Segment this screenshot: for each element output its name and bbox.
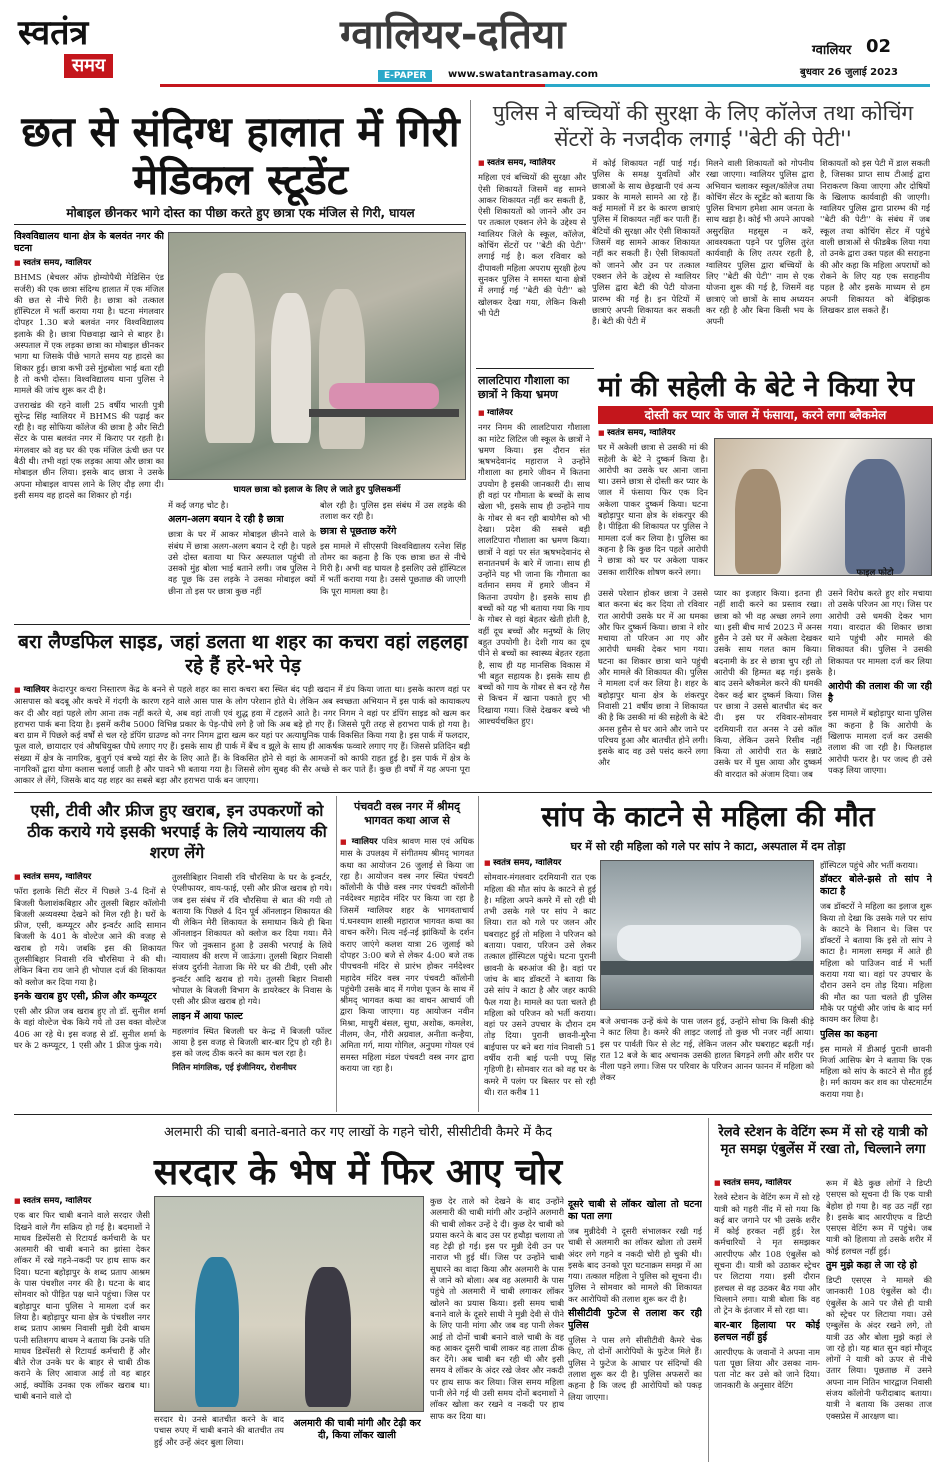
masthead bbox=[0, 0, 945, 90]
lead-photo-caption: घायल छात्रा को इलाज के लिए ले जाते हुए पुलिसकर्मी bbox=[233, 485, 401, 495]
beti-col-4: शिकायतों को इस पेटी में डाल सकती है, जिसका प्राप्त साथ टीआई द्वारा निराकरण किया जाएगा और दोषियों के खिलाफ कार्यवाही की जाएगी। ग्वालियर पुलिस द्वारा प्रारम्भ की गई ''बेटी की पेटी'' के संबंध में जब स्कूल तथा कोचिंग सेंटर में पहुंचे वाली छात्राओं से फीडबैक लिया गया तो उनके द्वारा उक्त पहल की सराहना की और कहा कि महिला अपराधों को रोकने के लिए यह एक सराहनीय पहल है और इसके माध्यम से हम अपनी शिकायत को बेझिझक लिखकर डाल सकते हैं। bbox=[820, 158, 930, 315]
beti-col-3: मिलने वाली शिकायतों को गोपनीय रखा जाएगा। ग्वालियर पुलिस द्वारा अभियान चलाकर स्कूल/कॉलेज तथा कोचिंग सेंटर के स्टूडेंट को बताया कि पुलिस विभाग हमेशा आम जनता के साथ खड़ा है। कोई भी अपने आपको असुरक्षित महसूस न करें, आवश्यकता पड़ने पर पुलिस तुरंत कार्यवाही के लिए तत्पर रहती है, ग्वालियर पुलिस द्वारा बच्चियों के लिए ''बेटी की पेटी'' नाम से एक योजना शुरू की गई है, जिसमें वह छात्राएं जो छात्रों के साथ अध्ययन कर रही है और बिना किसी भय के अपनी bbox=[706, 158, 814, 327]
rape-subhead: दोस्ती कर प्यार के जाल में फंसाया, करने लगा ब्लैकमेल bbox=[598, 406, 933, 424]
lead-mid-column: में कई जगह चोट है। अलग-अलग बयान दे रही है छात्रा छात्रा के घर में आकर मोबाइल छीनने वाले के संबंध में छात्रा अलग-अलग बयान दे रही है। पहले उसे दोस्त बताया था फिर अस्पताल पहुंची तो उसको मुंह बोला भाई बताने लगी। जब पुलिस ने वह पूछ कि उस लड़के ने उसका मोबाइल क्यों छीना तो इस पर छात्रा कुछ नहीं bbox=[168, 500, 316, 596]
theft-photo-caption: अलमारी की चाबी मांगी और टेढ़ी कर दी, किया लॉकर खाली bbox=[293, 1418, 421, 1441]
theft-col-3: कुछ देर ताले को देखने के बाद उन्होंने अलमारी की चाबी मांगी और उन्होंने अलमारी की चाबी लोकर उन्हें दे दी। कुछ देर चाबी को प्रयास करने के बाद उस पर हथौड़ा चलाया तो वह टेढ़ी हो गई। इस पर मुन्नी देवी उन पर नाराज भी हुई थीं। जिस पर उन्होंने चाबी सुधारने का वादा किया और अलमारी के पास से जाने को बोला। अब वह अलमारी के पास पहुंचे तो अलमारी में चाबी लगाकर लॉकर खोलने का प्रयास किया। इसी समय चाबी बनाने वाले के दूसरे साथी ने मुन्नी देवी से पीने के लिए पानी मांगा और जब वह पानी लेकर आई तो दोनों चाबी बनाने वाले चाबी के वह कह आकर दूसरी चाबी लाकर वह ताला ठीक कर देंगे। अब चाबी बन रही थी और इसी समय वे लॉकर के अंदर रखे जेवर और नकदी पर हाथ साफ कर लिया। जिस समय महिला पानी लेने गई थी उसी समय दोनों बदमाशों ने लॉकर खोला कर रखने व नकदी पर हाथ साफ कर दिया था। bbox=[430, 1196, 564, 1421]
lead-body-para-1: BHMS (बेचलर ऑफ होम्योपैथी मेडिसिन एंड सर्जरी) की एक छात्रा संदिग्ध हालात में एक मंजिल की छत से नीचे गिरी है। छात्रा को तत्काल हॉस्पिटल में भर्ती कराया गया है। घटना मंगलवार दोपहर 1.30 बजे बलवंत नगर विश्वविद्यालय इलाके की है। छात्रा पिछवाड़ा खाने से बाहर है। अस्पताल में एक लड़का छात्रा का मोबाइल छीनकर भागा था जिसके पीछे भागते समय यह हादसे का शिकार हुई। छात्रा कभी उसे मुंहबोला भाई बता रही है तो कभी दोस्त। विश्वविद्यालय थाना पुलिस ने मामले की जांच शुरू कर दी है। bbox=[14, 272, 164, 396]
snake-headline: सांप के काटने से महिला की मौत bbox=[541, 800, 875, 833]
lead-sub2: छात्रा से पूछताछ करेंगे bbox=[320, 525, 397, 537]
theft-kicker: अलमारी की चाबी बनाते-बनाते कर गए लाखों के गहने चोरी, सीसीटीवी कैमरे में कैद bbox=[164, 1125, 552, 1140]
katha-headline: पंचवटी वस्त्र नगर में श्रीमद् भागवत कथा आज से bbox=[354, 800, 460, 827]
katha-body: ■ ग्वालियर पवित्र श्रावण मास एवं अधिक मास के उपलक्ष्य में संगीतमय श्रीमद् भागवत कथा का आयोजन 26 जुलाई से किया जा रहा है। आयोजन वस्त्र नगर स्थित पंचवटी कॉलोनी के पीछे वस्त्र नगर पंचवटी कॉलोनी नर्वदेश्वर महादेव मंदिर पर किया जा रहा है जिसमें ग्वालियर शहर के भागवताचार्य पं.घनश्याम शास्त्री महाराज भागवत कथा का वाचन करेंगे। नित्य नई-नई झांकियों के दर्शन कराए जाएंगे कलश यात्रा 26 जुलाई को दोपहर 3:00 बजे से लेकर 4:00 बजे तक पीपचवनी मंदिर से प्रारंभ होकर नर्मदेश्वर महादेव मंदिर वस्त्र नगर पंचवटी कॉलोनी पहुंचेगी उसके बाद में गणेश पूजन के साथ में श्रीमद् भागवत कथा का वाचन आचार्य जी द्वारा किया जाएगा। यह आयोजन नवीन मिश्रा, माधुरी बंसल, सुधा, अशोक, कमलेश, नीलम, जैन, गौरी अग्रवाल, अनीता कन्हैया, अमिता गर्ग, माया गोगिल, अनुपमा गोयल एवं समस्त महिला मंडल पंचवटी वस्त्र नगर द्वारा कराया जा रहा है। bbox=[340, 836, 474, 1108]
beti-col-1: ■ स्वतंत्र समय, ग्वालियर महिला एवं बच्चियों की सुरक्षा और ऐसी शिकायतें जिसमें वह सामने आकर शिकायत नहीं कर सकती हैं, ऐसी शिकायतों को जानने और उन पर तत्काल एक्शन लेने के उद्देश्य से ग्वालियर जिले के स्कूल, कॉलेज, कोचिंग सेंटरों पर ''बेटी की पेटी'' लगाई गई है। कल रविवार को दीपावली महिला अपराध सुरक्षी हेल्प सुनकर पुलिस ने समस्त थाना क्षेत्रों में लगाई गई ''बेटी की पेटी'' को खोलकर देखा गया, लेकिन किसी भी पेटी bbox=[478, 158, 586, 366]
lead-right-column: बोल रही है। पुलिस इस संबंध में उस लड़के की तलाश कर रही है। छात्रा से पूछताछ करेंगे इस मामले में सीएसपी विश्वविद्यालय रत्नेश सिंह तोमर का कहना है कि एक छात्रा छत से नीचे गिरी है। अभी वह घायल है इसलिए उसे हॉस्पिटल में भर्ती कराया गया है। उससे पूछताछ की जाएगी कि पूरा मामला क्या है। bbox=[320, 500, 466, 596]
lead-photo bbox=[168, 232, 466, 480]
rape-col-4: उसने विरोध करते हुए शोर मचाया तो उसके परिजन आ गए। जिस पर आरोपी उसे धमकी देकर भाग गया। वारदात की शिकार छात्रा थाने पहुंची और मामले की शिकायत की। पुलिस ने उसकी शिकायत पर मामला दर्ज कर लिया है। आरोपी की तलाश की जा रही है इस मामले में बहोड़ापुर थाना पुलिस का कहना है कि आरोपी के खिलाफ मामला दर्ज कर उसकी तलाश की जा रही है। फिलहाल आरोपी फरार है। पर जल्द ही उसे पकड़ लिया जाएगा। bbox=[828, 588, 932, 775]
lead-byline: ■ स्वतंत्र समय, ग्वालियर bbox=[14, 258, 164, 269]
beti-col-2: में कोई शिकायत नहीं पाई गई। पुलिस के समक्ष युवतियों और छात्राओं के साथ छेड़खानी एवं अन्य प्रकार के मामले सामने आ रहे हैं। कई मामलों में डर के कारण छात्राएं पुलिस में शिकायत नहीं कर पाती हैं। बेटियों की सुरक्षा और ऐसी शिकायतें जिसमें वह सामने आकर शिकायत नहीं कर सकती हैं। ऐसी शिकायतों को जानने और उन पर तत्काल एक्शन लेने के उद्देश्य से ग्वालियर पुलिस द्वारा बेटी की पेटी योजना प्रारम्भ की गई है। इन पेटियों में छात्राएं अपनी शिकायत कर सकती हैं। बेटी की पेटी में bbox=[592, 158, 700, 327]
lead-sub1: अलग-अलग बयान दे रही है छात्रा bbox=[168, 514, 284, 526]
lead-kicker: विश्वविद्यालय थाना क्षेत्र के बलवंत नगर की घटना bbox=[14, 231, 164, 254]
railway-headline: रेलवे स्टेशन के वेटिंग रूम में सो रहे यात्री को मृत समझ एंबुलेंस में रखा तो, चिल्लाने लगा bbox=[718, 1125, 928, 1157]
ac-col-1: ■ स्वतंत्र समय, ग्वालियर फॉरा इलाके सिटी सेंटर में पिछले 3-4 दिनों से बिजली फैलाशंकबिहार और तुलसी बिहार कॉलोनी बिजली अव्यवस्था देखने को मिल रही है। घरों के फ्रीज, एसी, कम्प्यूटर और इन्वर्टर आदि सामान बिजली के 401 के वोल्टेज आने की वजह से खराब हो गये। जबकि इस की शिकायत तुलसीबिहार निवासी रवि चौरसिया ने की थी। लेकिन बिना राय जाने ही भोपाल दर्ज की शिकायत को क्लोज कर दिया गया है। इनके खराब हुए एसी, फ्रीज और कम्प्यूटर एसी और फ्रीज जब खराब हुए तो डॉ. सुनील शर्मा के वहां वोल्टेज चेक किये गये तो उस वक्त वोल्टेज 406 आ रहे थे। इस वजह से डॉ. सुनील शर्मा के घर के 2 कम्प्यूटर, 1 एसी और 1 फ्रीज फुंक गये। bbox=[14, 872, 166, 1108]
theft-photo bbox=[154, 1196, 424, 1412]
ac-headline: एसी, टीवी और फ्रीज हुए खराब, इन उपकरणों को ठीक कराये गये इसकी भरपाई के लिये न्यायालय की शरण लेंगे bbox=[27, 801, 327, 862]
rape-col-3: प्यार का इजहार किया। इतना ही नहीं शादी करने का प्रस्ताव रखा। छात्रा को भी वह अच्छा लगने लगा था। इसी बीच मार्च 2023 में अनस हुसैन ने उसे घर में अकेला देखकर उसके साथ गलत काम किया। बदनामी के डर से छात्रा चुप रही तो आरोपी की हिम्मत बढ़ गई। इसके बाद उसने ब्लैकमेल करने की धमकी देकर कई बार दुष्कर्म किया। जिस पर छात्रा ने उससे बातचीत बंद कर दी। इस पर रविवार-सोमवार दरमियानी रात अनस ने उसे कॉल किया, लेकिन उसने रिसीव नहीं किया तो आरोपी रात के सन्नाटे उसके घर में घुस आया और दुष्कर्म की वारदात को अंजाम दिया। जब bbox=[714, 588, 822, 779]
snake-subhead: घर में सो रही महिला को गले पर सांप ने काटा, अस्पताल में दम तोड़ा bbox=[570, 840, 846, 853]
rape-col-1: ■ स्वतंत्र समय, ग्वालियर घर में अकेली छात्रा से उसकी मां की सहेली के बेटे ने दुष्कर्म किया है। आरोपी का उसके घर आना जाना था। उसने छात्रा से दोस्ती कर प्यार के जाल में फंसाया फिर एक दिन अकेला पाकर दुष्कर्म किया। घटना बहोड़ापुर थाना क्षेत्र के शंकरपुर की है। पीड़िता की शिकायत पर पुलिस ने मामला दर्ज कर लिया है। पुलिस का कहना है कि कुछ दिन पहले आरोपी ने छात्रा को घर पर अकेला पाकर उसका शारीरिक शोषण करने लगा। bbox=[598, 428, 708, 586]
theft-col-1: ■ स्वतंत्र समय, ग्वालियर एक बार फिर चाबी बनाने वाले सरदार जैसी दिखने वाले गैंग सक्रिय हो गई है। बदमाशों ने माधव डिस्पेंसरी से रिटायर्ड कर्मचारी के घर अलमारी की चाबी बनाने का झांसा देकर लॉकर में रखे गहने-नकदी पर हाथ साफ कर दिया। घटना बहोड़ापुर के शब्द प्रताप आश्रम के पास पंचशील नगर की है। घटना के बाद सोमवार को पीड़ित पक्ष थाने पहुंचा। जिस पर बहोड़ापुर थाना पुलिस ने मामला दर्ज कर लिया है। बहोड़ापुर थाना क्षेत्र के पंचशील नगर शब्द प्रताप आश्रम निवासी मुन्नी देवी बाथम पत्नी सतिशगप बाथम ने बताया कि उनके पति माधव डिस्पेंसरी से रिटायर्ड कर्मचारी हैं और बीते रोज उनके घर के बाहर से चाबी ठीक कराने के लिए आवाज आई तो वह बाहर आई, क्योंकि उनका एक लॉकर खराब था। चाबी बनाने वाले दो bbox=[14, 1196, 150, 1458]
logo-bottom-text: समय bbox=[64, 54, 113, 78]
beti-headline: पुलिस ने बच्चियों की सुरक्षा के लिए कॉलेज तथा कोचिंग सेंटरों के नजदीक लगाई ''बेटी की पेटी'' bbox=[492, 101, 914, 151]
gaushala-body: ■ ग्वालियर नगर निगम की लालटिपारा गौशाला का मांटेट लिटिल जी स्कूल के छात्रों ने भ्रमण किया। इस दौरान संत ऋषभदेवानंद महाराज ने उन्होंने गौशाला का हमारे जीवन में कितना उपयोग है इसकी जानकारी दी। साथ ही वहां पर गौमाता के बच्चों के साथ खेला भी, इसके साथ ही उन्होंने गाय के गोबर से बन रही बायोगैस को भी देखा। प्रदेश की सबसे बड़ी लालटिपारा गौशाला का भ्रमण किया। छात्रों ने वहां पर संत ऋषभदेवानंद से सनातनधर्म के बारे में जाना। साथ ही उन्होंने यह भी जाना कि गौमाता का वर्तमान समय में हमारे जीवन में कितना उपयोग है। इसके साथ ही बच्चों को यह भी बताया गया कि गाय के गोबर से वहां बेहतर खेती होती है, वहीं दूध बच्चों और मनुष्यों के लिए बहुत उपयोगी है। देशी गाय का दूध पीने से बच्चों का स्वास्थ्य बेहतर रहता है, साथ ही यह मानसिक विकास में भी बहुत सहायक है। इसके साथ ही बच्चों को गाय के गोबर से बन रहे गैस से किचन में खाना पकाते हुए भी दिखाया गया। जिसे देखकर बच्चे भी आश्चर्यचकित हुए। bbox=[478, 408, 590, 788]
snake-col-3: हॉस्पिटल पहुंचे और भर्ती कराया। डॉक्टर बोले-झसे तो सांप ने काटा है जब डॉक्टरों ने महिला का इलाज शुरू किया तो देखा कि उसके गले पर सांप के काटने के निशान थे। जिस पर डॉक्टरों ने बताया कि इसे तो सांप ने काटा है। मामला समझ में आते ही महिला को पाउिजन वार्ड में भर्ती कराया गया था। वहां पर उपचार के दौरान उसने दम तोड़ दिया। महिला की मौत का पता चलते ही पुलिस मौके पर पहुंची और जांच के बाद मर्ग कायम कर लिया है। पुलिस का कहना इस मामले में डीआई पुरानी छावनी मिर्जा आसिफ बेग ने बताया कि एक महिला को सांप के काटने से मौत हुई है। मर्ग कायम कर शव का पोस्टमार्टम कराया गया है। bbox=[820, 860, 932, 1099]
ac-col-2: तुलसीबिहार निवासी रवि चौरसिया के घर के इन्वर्टर, एंप्लीफायर, वाय-फाई, एसी और फ्रीज खराब हो गये। जब इस संबंध में रवि चौरसिया से बात की गयी तो बताया कि पिछले 4 दिन पूर्व ऑनलाइन शिकायत की थी लेकिन मेरी शिकायत के समाधान किये ही बिना ऑनलाइन शिकायत को क्लोज कर दिया गया। मैंने फिर जो नुकसान हुआ है उसकी भरपाई के लिये न्यायालय की शरण में जाऊंगा। तुलसी बिहार निवासी संजय दुर्रानी नेताजा कि मेरे घर की टीवी, एसी और इन्वर्टर आदि खराब हो गये। तुलसी बिहार निवासी भोपाल के बिजली विभाग के डायरेक्टर के निवास के एसी और फ्रीज खराब हो गये। लाइन में आया फाल्ट महलगांव स्थित बिजली घर केन्द्र में बिजली फॉल्ट आया है इस वजह से बिजली बार-बार ट्रिप हो रही है। इस को जल्द ठीक करने का काम चल रहा है। नितिन मांगलिक, एई इंजीनियर, रोशनीघर bbox=[172, 872, 332, 1073]
rape-col-2: उससे परेशान होकर छात्रा ने उससे बात करना बंद कर दिया तो रविवार रात आरोपी उसके घर में आ धमका और फिर दुष्कर्म किया। छात्रा ने शोर मचाया तो परिजन आ गए और आरोपी धमकी देकर भाग गया। घटना का शिकार छात्रा थाने पहुंची और मामले की शिकायत की। पुलिस ने मामला दर्ज कर लिया है। शहर के बहोड़ापुर थाना क्षेत्र के शंकरपुर निवासी 21 वर्षीय छात्रा ने शिकायत की है कि उसकी मां की सहेली के बेटे अनस हुसैन से घर आने और जाने पर परिचय हुआ और बातचीत होने लगी। इसके बाद वह उसे पसंद करने लगा और bbox=[598, 588, 708, 768]
lead-subhead: मोबाइल छीनकर भागे दोस्त का पीछा करते हुए छात्रा एक मंजिल से गिरी, घायल bbox=[66, 206, 415, 220]
rape-photo-caption: फाइल फोटो bbox=[856, 568, 894, 578]
rape-photo bbox=[714, 438, 932, 576]
gaushala-headline: लालटिपारा गौशाला का छात्रों ने किया भ्रमण bbox=[478, 374, 570, 401]
logo bbox=[18, 14, 158, 84]
lead-headline: छत से संदिग्ध हालात में गिरी मेडिकल स्टूडेंट bbox=[21, 107, 460, 204]
theft-col-2: सरदार थे। उनसे बातचीत करने के बाद पचास रुपए में चाबी बनाने की बातचीत तय हुई और उन्हें अंदर बुला लिया। bbox=[154, 1414, 284, 1447]
lead-subhead-rule bbox=[14, 224, 466, 225]
snake-col-1: ■ स्वतंत्र समय, ग्वालियर सोमवार-मंगलवार दरमियानी रात एक महिला की मौत सांप के काटने से हुई है। महिला अपने कमरे में सो रही थी तभी उसके गले पर सांप ने काट लिया। रात को गले पर जलन और घबराहट हुई तो महिला ने परिजन को बताया। पवारा, परिजन उसे लेकर तत्काल हॉस्पिटल पहुंचे। घटना पुरानी छावनी के बरुआंज की है। वहां पर जांच के बाद डॉक्टरों ने बताया कि उसे सांप ने काटा है और जहर काफी फैल गया है। मामले का पता चलते ही महिला को परिजन को भर्ती कराया। वहां पर उसने उपचार के दौरान दम तोड़ दिया। पुरानी छावनी-मुरैना बाईपास पर बने बरा गांव निवासी 51 वर्षीय रानी बाई पत्नी पप्पू सिंह गृहिणी है। सोमवार रात को वह घर के कमरे में पलंग पर बिस्तर पर सो रही थी। रात करीब 11 bbox=[484, 858, 596, 1110]
railway-col-1: ■ स्वतंत्र समय, ग्वालियर रेलवे स्टेशन के वेटिंग रूम में सो रहे यात्री को गहरी नींद में सो गया कि कई बार जगाने पर भी उसके शरीर में कोई हरकत नहीं हुई। रेल कर्मचारियों ने मृत समझकर आरपीएफ और 108 एंबुलेंस को सूचना दी। यात्री को उठाकर स्ट्रेचर पर लिटाया गया। इसी दौरान हलचल से वह उठकर बैठ गया और चिल्लाने लगा। यात्री बोला कि वह तो ट्रेन के इंतजार में सो रहा था। बार-बार हिलाया पर कोई हलचल नहीं हुई आरपीएफ के जवानों ने अपना नाम पता पूछा लिया और उसका नाम-पता नोट कर उसे को जाने दिया। जानकारी के अनुसार वेटिंग bbox=[714, 1178, 820, 1460]
snake-col-2: बजे अचानक उन्हें कंधे के पास जलन हुई, उन्होंने सोचा कि किसी कीड़े ने काट लिया है। कमरे की लाइट जलाई तो कुछ भी नजर नहीं आया। इस पर पार्वती फिर से लेट गई, लेकिन जलन और घबराहट बढ़ती गई। रात 12 बजे के बाद अचानक उसकी हालत बिगड़ने लगी और शरीर पर नीला पड़ने लगा। जिस पर परिवार के परिजन आनन फानन में महिला को लेकर bbox=[600, 1016, 814, 1083]
lead-left-column bbox=[14, 228, 164, 623]
city-label: ग्वालियर bbox=[812, 43, 852, 58]
railway-col-2: रूम में बैठे कुछ लोगों ने डिप्टी एसएस को सूचना दी कि एक यात्री बेहोश हो गया है। वह उठ नहीं रहा है। इसके बाद आरपीएफ व डिप्टी एसएस वेटिंग रूम में पहुंचे। जब यात्री को हिलाया तो उसके शरीर में कोई हलचल नहीं हुई। तुम मुझे कहा ले जा रहे हो डिप्टी एसएस ने मामले की जानकारी 108 एंबुलेंस को दी। एंबुलेंस के आने पर जैसे ही यात्री को स्ट्रेचर पर लिटाया गया। उसे एम्बुलेंस के अंदर रखने लगे, तो यात्री उठ और बोला मुझे कहां ले जा रहे हो। यह बात सुन वहां मौजूद लोगों ने यात्री को ऊपर से नीचे उतार लिया। पूछताछ में उसने अपना नाम नितिन भारद्वाज निवासी संजय कॉलोनी फरीदाबाद बताया। यात्री ने बताया कि उसका ताज एक्सप्रेस में आरक्षण था। bbox=[826, 1178, 932, 1421]
theft-headline: सरदार के भेष में फिर आए चोर bbox=[153, 1152, 563, 1193]
masthead-color-bar bbox=[160, 84, 930, 87]
page-number: 02 bbox=[866, 36, 892, 57]
landfill-body: ■ ग्वालियर केदारपुर कचरा निस्तारण केंद्र के बनने से पहले शहर का सारा कचरा बरा स्थित बंद पड़ी खदान में डंप किया जाता था। इसके कारण वहां पर आसपास को बदबू और कचरे में गंदगी के कारण रहने वाले आस पास के लोग परेशान होते थे। लेकिन अब स्वच्छता अभियान में इस पार्क को कायाकल्प कर दी और वहां पहले लोग आना तक नहीं करते थे, अब वहां ताजी एवं शुद्ध हवा में टहलने आते है। नगर निगम ने वहां पर डंपिंग साइड को खत्म कर हराभरा पार्क बना दिया है। इसमें करीब 5000 विभिन्न प्रकार के पेड़-पौधे लगे है जो कि अब बड़े हो गए हैं। जिससे पूरी तरह से हराभरा पार्क हो गया है। बरा ग्राम में पिछले कई वर्षों से चल रहे डंपिंग ग्राउण्ड को नगर निगम द्वारा खत्म कर यहां पर अत्याधुनिक पार्क विकसित किया गया है। इस पार्क में फलदार, फूल वाले, छायादार एवं औषधियुक्त पौधे लगाए गए हैं। इसके साथ ही पार्क में बैंच व झूले के साथ ही आकर्षक फव्वारे लगाए गए हैं। जिससे प्रतिदिन बड़ी संख्या में क्षेत्र के नागरिक, बुजुर्ग एवं बच्चे यहां सैर के लिए आते हैं। के विकसित होने से वहां के आमजनों को काफी राहत हुई है। इस पार्क में क्षेत्र के नागरिकों द्वारा योगा कलास चलाई जाती है और पावने भी बताया गया है। जिससे लोग सुबह की सैर अच्छे से कर पाते हैं। कुछ ही वर्षों में यह अपना पूरा आकार ले लेंगे, जिसके बाद यह शहर का सबसे बड़ा और हराभरा पार्क बन जाएगा। bbox=[14, 684, 470, 788]
issue-date: बुधवार 26 जुलाई 2023 bbox=[800, 67, 898, 78]
theft-col-4: दूसरे चाबी से लॉकर खोला तो घटना का पता लगा जब मुन्नीदेवी ने दूसरी संभालकर रखी गई चाबी से अलमारी का लॉकर खोला तो उसमें अंदर लगे गहने व नकदी चोरी हो चुकी थी। इसके बाद उनको पूरा घटनाक्रम समझ में आ गया। तत्काल महिला ने पुलिस को सूचना दी। पुलिस ने सोमवार को मामले की शिकायत कर आरोपियों की तलाश शुरू कर दी है। सीसीटीवी फुटेज से तलाश कर रही पुलिस पुलिस ने पास लगे सीसीटीवी कैमरे चेक किए, तो दोनों आरोपियों के फुटेज मिले हैं। पुलिस ने फुटेज के आधार पर संदिग्धों की तलाश शुरू कर दी है। पुलिस अफसरों का कहना है कि जल्द ही आरोपियों को पकड़ लिया जाएगा। bbox=[568, 1199, 702, 1402]
ac-quote-attribution: नितिन मांगलिक, एई इंजीनियर, रोशनीघर bbox=[172, 1062, 297, 1073]
lead-body-para-2: उत्तराखंड की रहने वाली 25 वर्षीय भारती पुत्री सुरेन्द्र सिंह ग्वालियर में BHMS की पढ़ाई कर रही है। वह सोफिया कॉलेज की छात्रा है और सिटी सेंटर के पास बलवंत नगर में किराए पर रहती है। मंगलवार को वह घर की एक मंजिल ऊंची छत पर बैठी थी। तभी वहां एक लड़का आया और छात्रा का मोबाइल छीन लिया। इसके बाद छात्रा ने उसके अपना मोबाइल वापस लाने के लिए दौड़ लगा दी। इसी समय वह हादसे का शिकार हो गई। bbox=[14, 399, 164, 500]
snake-photo bbox=[600, 860, 814, 1010]
landfill-headline: बरा लैण्डफिल साइड, जहां डलता था शहर का कचरा वहां लहलहा रहे हैं हरे-भरे पेड़ bbox=[18, 631, 468, 677]
edition-title: ग्वालियर-दतिया bbox=[340, 12, 566, 58]
rape-headline: मां की सहेली के बेटे ने किया रेप bbox=[598, 372, 915, 403]
epaper-badge: E-PAPER bbox=[378, 70, 432, 82]
logo-top-text: स्वतंत्र bbox=[18, 13, 89, 53]
website-link[interactable]: www.swatantrasamay.com bbox=[448, 69, 599, 80]
